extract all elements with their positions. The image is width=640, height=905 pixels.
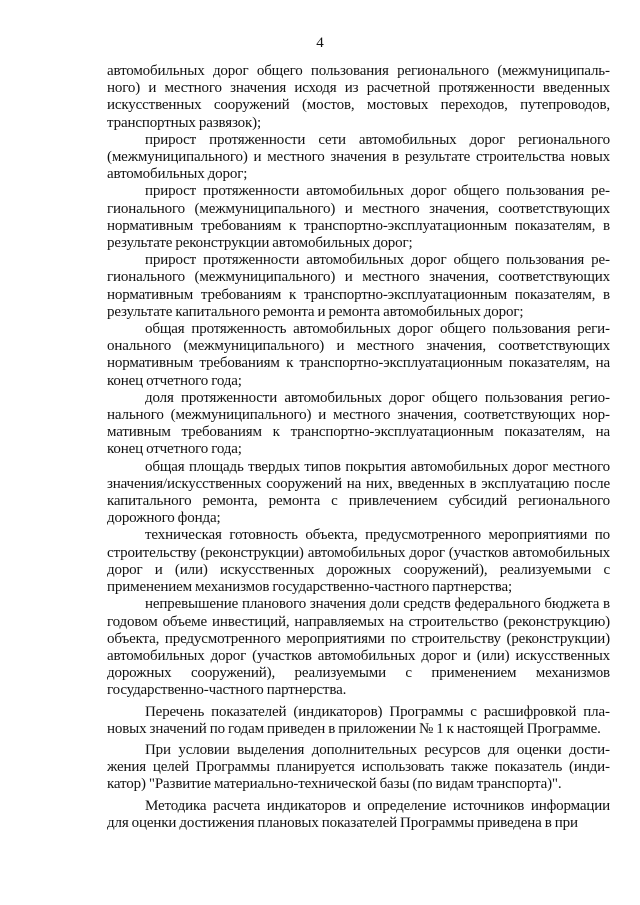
paragraph: Методика расчета индикаторов и определение источников информации для оценки достижения плановых показателей Программы приведена в при — [107, 797, 610, 831]
paragraph: прирост протяженности автомобильных дорог общего пользования регионального (межмуниципального) и местного значения, соответствующих нормативным требованиям к транспортно-эксплуатационным показателям, в результате реконструкции автомобильных дорог; — [107, 183, 610, 252]
paragraph: техническая готовность объекта, предусмотренного мероприятиями по строительству (реконструкции) автомобильных дорог (участков автомобильных дорог и (или) искусственных дорожных сооружений), реализуемыми с применением механизмов государственно-частного партнерства; — [107, 527, 610, 596]
document-body — [107, 63, 610, 832]
paragraph: прирост протяженности сети автомобильных дорог регионального (межмуниципального) и местного значения в результате строительства новых автомобильных дорог; — [107, 131, 610, 183]
page-number: 4 — [316, 35, 324, 51]
paragraph: доля протяженности автомобильных дорог общего пользования регионального (межмуниципального) и местного значения, соответствующих нормативным требованиям к транспортно-эксплуатационным показателям, на конец отчетного года; — [107, 389, 610, 458]
paragraph: непревышение планового значения доли средств федерального бюджета в годовом объеме инвестиций, направляемых на строительство (реконструкцию) объекта, предусмотренного мероприятиями по строительству (реконструкции) автомобильных дорог (участков автомобильных дорог и (или) искусственных дорожных сооружений), реализуемыми с применением механизмов государственно-частного партнерства. — [107, 596, 610, 699]
paragraph: При условии выделения дополнительных ресурсов для оценки достижения целей Программы планируется использовать также показатель (индикатор) "Развитие материально-технической базы (по видам транспорта)". — [107, 741, 610, 793]
paragraph: прирост протяженности автомобильных дорог общего пользования регионального (межмуниципального) и местного значения, соответствующих нормативным требованиям к транспортно-эксплуатационным показателям, в результате капитального ремонта и ремонта автомобильных дорог; — [107, 252, 610, 320]
paragraph: общая протяженность автомобильных дорог общего пользования регионального (межмуниципального) и местного значения, соответствующих нормативным требованиям к транспортно-эксплуатационным показателям, на конец отчетного года; — [107, 321, 610, 389]
paragraph: общая площадь твердых типов покрытия автомобильных дорог местного значения/искусственных сооружений на них, введенных в эксплуатацию после капитального ремонта, ремонта с привлечением субсидий регионального дорожного фонда; — [107, 458, 610, 527]
paragraph: Перечень показателей (индикаторов) Программы с расшифровкой плановых значений по годам приведен в приложении № 1 к настоящей Программе. — [107, 703, 610, 737]
paragraph: автомобильных дорог общего пользования регионального (межмуниципального) и местного значения исходя из расчетной протяженности введенных искусственных сооружений (мостов, мостовых переходов, путепроводов, транспортных развязок); — [107, 63, 610, 131]
